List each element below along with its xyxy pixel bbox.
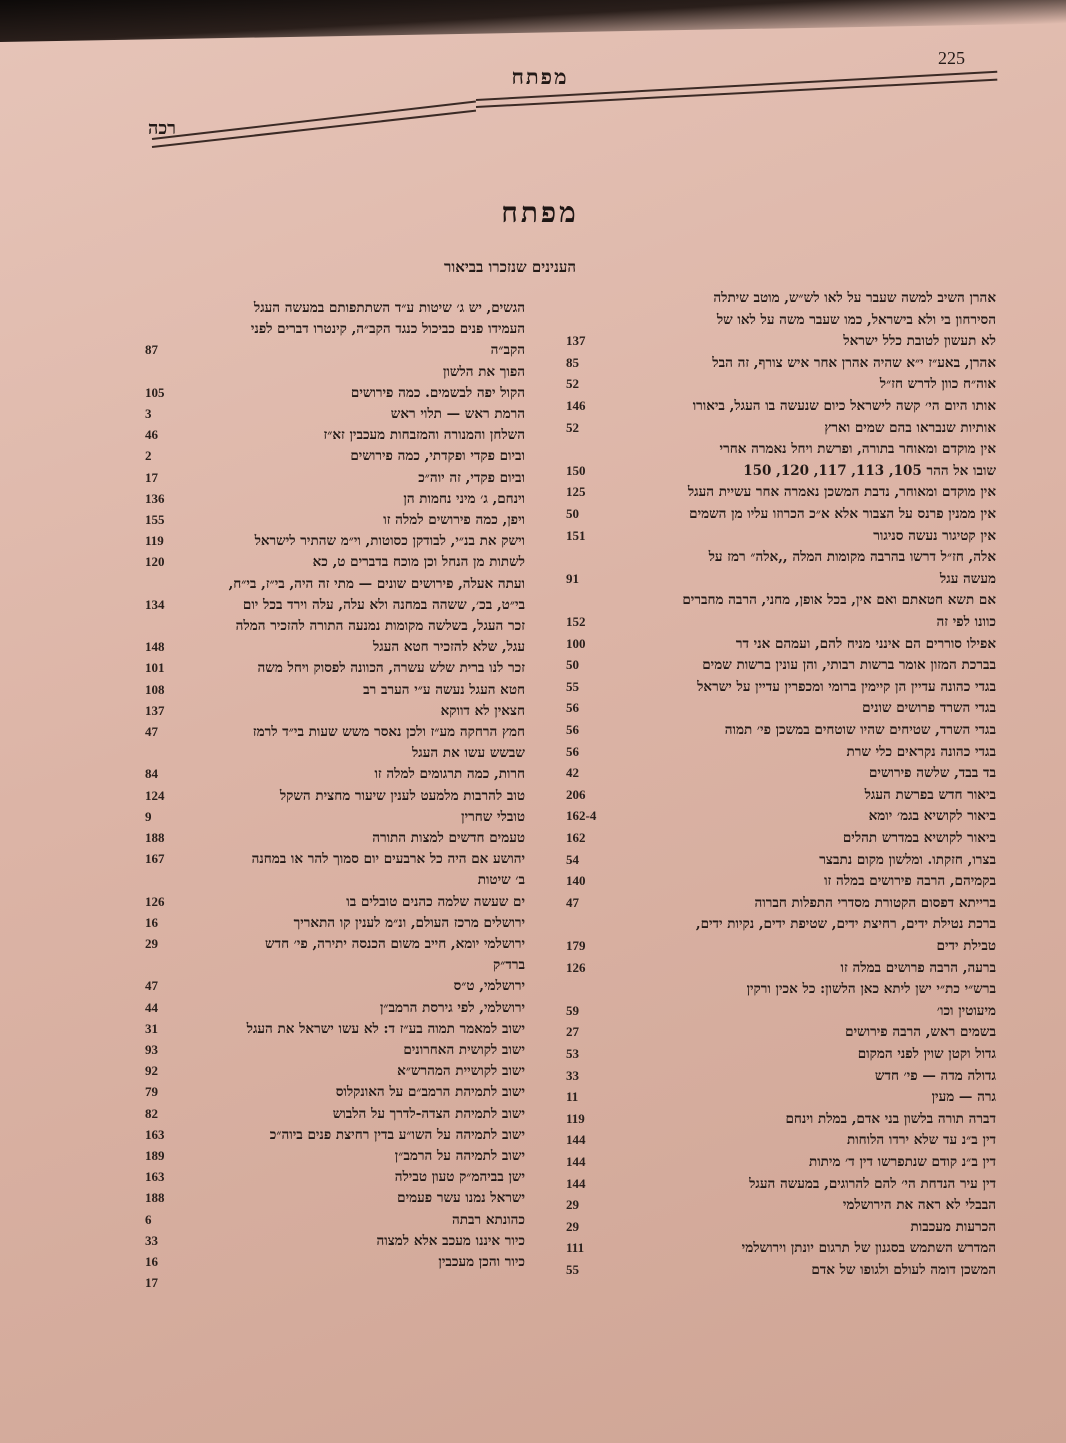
index-entry	[566, 873, 996, 895]
index-entry	[145, 745, 525, 767]
index-entry-page: 3	[145, 406, 152, 421]
index-entry	[566, 312, 996, 334]
index-entry	[145, 830, 525, 852]
index-entry	[145, 1042, 525, 1064]
index-entry-text: ברעה, הרבה פרושים במלה זו	[840, 959, 996, 976]
index-entry-text: ברייתא דפסום הקטורת מסדרי התפלות חברוה	[754, 894, 996, 911]
index-entry-page: 148	[145, 639, 165, 655]
index-entry	[566, 1089, 996, 1111]
index-entry	[145, 576, 525, 598]
index-entry-page: 163	[145, 1169, 165, 1185]
index-entry	[145, 809, 525, 831]
index-entry-page: 2	[145, 448, 152, 464]
index-entry-text: הפוך את הלשון	[442, 363, 525, 380]
index-entry-text: לא תעשון לטובת כלל ישראל	[843, 333, 996, 350]
index-entry-text: שובו אל ההר 105, 113, 117, 120, 150	[743, 462, 996, 479]
index-entry-text: דין עיר הנדחת הי׳ להם להרוגים, במעשה העגל	[749, 1175, 996, 1192]
index-entry	[145, 957, 525, 979]
index-entry	[566, 852, 996, 874]
index-entry-text: הסירחון בי ולא בישראל, כמו שעבר משה על לאו של	[716, 311, 996, 328]
index-entry	[145, 851, 525, 873]
index-entry	[566, 830, 996, 852]
index-entry-page: 84	[145, 766, 158, 782]
index-entry-page: 144	[566, 1132, 586, 1148]
index-entry-page: 17	[145, 1275, 158, 1291]
header-rule-left-lower	[152, 110, 476, 148]
index-entry	[145, 491, 525, 513]
index-entry	[145, 915, 525, 937]
index-entry-page: 16	[145, 1254, 158, 1269]
index-entry-text: גדולה מדה — פי׳ חדש	[874, 1067, 996, 1084]
index-entry-text: אהרן, באע״ז י״א שהיה אהרן אחר איש צורף, זה הבל	[712, 354, 996, 371]
page-top-shadow	[0, 0, 1066, 42]
index-entry-text: אין קטיגור נעשה סניגור	[873, 527, 996, 544]
index-entry-page: 146	[566, 398, 586, 413]
index-entry-page: 47	[145, 724, 158, 739]
index-entry	[145, 660, 525, 682]
index-entry-text: ישוב לקושית האחרונים	[403, 1042, 525, 1058]
index-entry-page: 50	[566, 657, 579, 673]
index-entry-text: ברד״ק	[493, 957, 525, 974]
index-entry	[566, 614, 996, 636]
index-entry	[145, 300, 525, 322]
index-entry-text: בד בבד, שלשה פירושים	[869, 765, 996, 782]
index-entry	[145, 1275, 525, 1297]
index-entry-page: 46	[145, 427, 158, 443]
index-entry	[566, 787, 996, 809]
index-entry-page: 52	[566, 376, 579, 392]
index-entry-page: 17	[145, 469, 158, 485]
index-entry	[566, 1262, 996, 1284]
index-entry	[566, 571, 996, 593]
index-entry-text: אם תשא חטאתם ואם אין, בכל אופן, מחני, הרבה מחברים	[682, 592, 996, 609]
index-entry-text: שבשש עשו את העגל	[411, 745, 525, 762]
index-entry	[145, 639, 525, 661]
index-entry	[566, 1046, 996, 1068]
index-entry	[145, 1021, 525, 1043]
index-entry-text: ב׳ שיטות	[477, 872, 525, 889]
index-entry-text: בצרו, חזקתו. ומלשון מקום נתבצר	[819, 851, 996, 868]
index-entry-page: 119	[145, 533, 164, 549]
index-entry-text: בשמים ראש, הרבה פירושים	[845, 1024, 996, 1041]
index-entry-page: 188	[145, 830, 165, 845]
index-entry	[145, 406, 525, 428]
index-entry	[566, 398, 996, 420]
index-entry-page: 163	[145, 1126, 165, 1142]
index-entry-text: מעשה עגל	[939, 570, 996, 587]
index-entry-page: 188	[145, 1190, 165, 1206]
index-entry-page: 56	[566, 743, 579, 759]
index-entry-text: אהרן השיב למשה שעבר על לאו לש״ש, מוטב שיתלה	[713, 290, 996, 306]
index-entry-page: 144	[566, 1154, 586, 1169]
index-entry-page: 206	[566, 786, 586, 802]
index-entry	[145, 1063, 525, 1085]
index-entry-text: חרות, כמה תרגומים למלה זו	[374, 766, 525, 783]
index-entry-text: אלה, חז״ל דרשו בהרבה מקומות המלה ,,אלה״ רמז על	[708, 549, 996, 566]
index-entry-page: 137	[145, 702, 165, 718]
index-entry	[145, 427, 525, 449]
index-entry	[566, 744, 996, 766]
index-entry-page: 119	[566, 1110, 585, 1126]
index-entry-text: חטא העגל נעשה ע״י הערב רב	[363, 681, 525, 698]
index-entry	[145, 1148, 525, 1170]
index-entry	[145, 1233, 525, 1255]
index-entry-text: ישוב למאמר תמוה בע״ז ד: לא עשו ישראל את העגל	[246, 1020, 525, 1037]
index-entry-page: 56	[566, 700, 579, 716]
index-entry-text: בגדי השרד פרושים שונים	[862, 700, 996, 717]
index-entry-page: 47	[145, 978, 158, 994]
index-entry-text: הגשים, יש ג׳ שיטות ע״ד השתתפותם במעשה העגל	[253, 300, 525, 316]
index-entry-page: 92	[145, 1063, 158, 1079]
running-head: מפתח	[511, 64, 569, 89]
index-entry-page: 33	[145, 1232, 158, 1248]
index-entry-page: 108	[145, 681, 165, 697]
index-entry-text: הקב״ה	[490, 342, 525, 359]
index-entry-text: וישק את בנ״י, לבודקן כסוטות, וי״מ שהתיר לישראל	[254, 533, 525, 550]
index-entry	[145, 512, 525, 534]
index-entry-text: ויפן, כמה פירושים למלה זו	[383, 512, 525, 528]
index-entry-text: אין מוקדם ומאוחר בתורה, ופרשת ויחל נאמרה אחרי	[719, 441, 996, 458]
index-entry-text: ישוב לתמיהה על השו״ע בדין רחיצת פנים ביוה״כ	[269, 1126, 525, 1143]
index-entry-page: 52	[566, 419, 579, 435]
index-entry-text: ים שעשה שלמה כהנים טובלים בו	[346, 893, 525, 910]
index-entry-text: מיעוטין וכו׳	[936, 1002, 996, 1019]
index-entry	[145, 533, 525, 555]
index-entry	[566, 1154, 996, 1176]
index-entry-text: גרה — מעין	[931, 1089, 996, 1106]
index-entry	[145, 936, 525, 958]
index-entry-text: בגדי השרד, שטיחים שהיו שוטחים במשכן פי׳ תמוה	[724, 722, 996, 738]
index-entry-page: 179	[566, 938, 586, 953]
index-entry-text: ברש״י כת״י ישן ליתא כאן הלשון: כל אכין ורקין	[746, 981, 996, 998]
index-entry	[566, 290, 996, 312]
index-entry-text: כיור איננו מעכב אלא למצוה	[376, 1232, 525, 1249]
index-entry-page: 100	[566, 635, 586, 651]
index-entry-page: 93	[145, 1042, 158, 1057]
index-entry	[145, 448, 525, 470]
index-entry-text: ירושלמי, לפי גירסת הרמב״ן	[379, 999, 525, 1016]
index-entry-text: העמידו פנים כביכול כנגד הקב״ה, קינטרו דברים לפני	[250, 321, 525, 338]
index-entry-page: 189	[145, 1148, 165, 1163]
index-entry-page: 59	[566, 1002, 579, 1018]
index-entry	[566, 938, 996, 960]
index-entry-page: 29	[566, 1218, 579, 1234]
index-entry	[566, 1240, 996, 1262]
index-entry	[566, 636, 996, 658]
index-entry-page: 124	[145, 787, 165, 803]
index-entry-text: ביאור לקושיא בגמ׳ יומא	[868, 808, 996, 825]
index-entry	[566, 700, 996, 722]
index-entry-text: וביום פקדי ופקדתי, כמה פירושים	[350, 448, 525, 465]
index-entry	[566, 1219, 996, 1241]
index-entry-text: ישראל נמנו עשר פעמים	[397, 1190, 525, 1207]
index-entry-page: 54	[566, 851, 579, 867]
index-entry	[566, 895, 996, 917]
index-entry-page: 134	[145, 596, 165, 612]
index-entry-text: ירושלמי, ט״ס	[453, 978, 525, 995]
index-entry-text: המשכן דומה לעולם ולגופו של אדם	[811, 1262, 996, 1278]
index-entry-text: טבילת ידים	[936, 938, 996, 954]
index-entry	[145, 682, 525, 704]
index-entry-page: 137	[566, 333, 586, 349]
index-column-right	[566, 290, 996, 1310]
index-entry	[566, 981, 996, 1003]
index-entry-text: הרמת ראש — תלוי ראש	[390, 406, 525, 422]
index-entry	[145, 788, 525, 810]
index-entry	[145, 1190, 525, 1212]
index-entry-text: כוונו לפי זה	[936, 614, 996, 630]
hebrew-folio: רכה	[148, 118, 176, 139]
index-entry-text: בברכת המזון אומר ברשות רבותי, והן עונין ברשות שמים	[702, 657, 996, 674]
index-entry-page: 42	[566, 765, 579, 781]
index-entry	[145, 385, 525, 407]
index-entry	[145, 321, 525, 343]
index-entry	[145, 978, 525, 1000]
index-entry-page: 9	[145, 808, 152, 824]
index-entry	[145, 703, 525, 725]
index-entry-text: המדרש השתמש בסגנון של תרגום יונתן וירושלמי	[741, 1240, 996, 1257]
index-entry	[566, 592, 996, 614]
index-entry	[145, 1000, 525, 1022]
index-entry	[566, 765, 996, 787]
index-entry-page: 56	[566, 722, 579, 737]
header-rule-left-upper	[152, 101, 476, 140]
index-entry-text: עגל, שלא להזכיר חטא העגל	[372, 639, 525, 656]
index-entry	[566, 420, 996, 442]
index-entry	[566, 376, 996, 398]
index-entry-text: אין ממנין פרנס על הצבור אלא א״כ הכרוזו עליו מן השמים	[689, 506, 996, 522]
index-entry-text: ירושלמי יומא, חייב משום הכנסה יתירה, פי׳ חדש	[265, 936, 525, 952]
index-entry	[566, 1197, 996, 1219]
index-entry	[145, 618, 525, 640]
index-entry	[566, 333, 996, 355]
index-entry-text: לשתות מן הנחל וכן מוכח בדברים ט, כא	[312, 554, 525, 571]
index-entry-page: 29	[145, 936, 158, 951]
index-entry-text: אותיות שנבראו בהם שמים וארץ	[824, 419, 996, 436]
index-entry-text: טוב להרבות מלמעט לענין שיעור מחצית השקל	[279, 787, 525, 804]
index-entry-text: ישוב לתמיהה על הרמב״ן	[394, 1148, 525, 1164]
index-entry	[566, 657, 996, 679]
index-subtitle: הענינים שנזכרו בביאור	[444, 258, 576, 276]
index-entry	[566, 484, 996, 506]
index-entry	[145, 872, 525, 894]
index-entry-page: 151	[566, 527, 586, 543]
index-entry	[566, 463, 996, 485]
index-entry-text: ישוב לתמיהת הצדה-לדרך על הלבוש	[332, 1105, 525, 1122]
index-entry-page: 6	[145, 1211, 152, 1227]
index-entry	[145, 364, 525, 386]
index-entry-text: וביום פקדי, זה יוה״כ	[418, 469, 525, 486]
index-entry	[145, 470, 525, 492]
index-entry	[145, 1254, 525, 1276]
index-entry-page: 33	[566, 1067, 579, 1083]
index-entry-page: 44	[145, 999, 158, 1015]
index-entry-page: 101	[145, 660, 165, 676]
index-entry-text: ישוב לתמיהת הרמב״ם על האונקלוס	[335, 1084, 525, 1101]
index-entry	[566, 355, 996, 377]
index-entry-page: 50	[566, 506, 579, 521]
index-entry	[566, 1068, 996, 1090]
index-entry-text: אוה״ח כוון לדרש חז״ל	[879, 376, 996, 393]
index-entry-text: ברכת נטילת ידים, רחיצת ידים, שטיפת ידים, נקיות ידים,	[695, 916, 996, 933]
index-entry-text: ישן בביהמ״ק טעון טבילה	[394, 1169, 525, 1186]
index-entry-text: ועתה אעלה, פירושים שונים — מתי זה היה, בי״ז, בי״ח,	[228, 575, 525, 592]
index-entry-page: 162-4	[566, 808, 597, 824]
index-entry	[566, 506, 996, 528]
index-entry	[566, 1024, 996, 1046]
index-entry-page: 79	[145, 1084, 158, 1100]
index-entry	[566, 549, 996, 571]
index-entry-page: 53	[566, 1046, 579, 1061]
index-entry	[566, 960, 996, 982]
index-entry	[566, 916, 996, 938]
index-entry	[566, 528, 996, 550]
index-entry	[145, 724, 525, 746]
index-entry	[566, 1132, 996, 1154]
index-entry-text: טובלי שחרין	[461, 808, 525, 825]
index-entry-text: טעמים חדשים למצות התורה	[372, 830, 525, 846]
index-entry	[145, 894, 525, 916]
index-entry-text: וינחם, ג׳ מיני נחמות הן	[403, 490, 525, 507]
index-entry-page: 126	[566, 959, 586, 975]
index-entry-text: בגדי כהונה עדיין הן קיימין ברומי ומכפרין עדיין על ישראל	[697, 678, 996, 695]
index-entry-text: אין מוקדם ומאוחר, נדבת המשכן נאמרה אחר עשיית העגל	[687, 484, 996, 501]
index-entry-page: 82	[145, 1105, 158, 1121]
index-entry-text: דברה תורה בלשון בני אדם, במלת וינחם	[785, 1110, 996, 1127]
index-entry	[145, 766, 525, 788]
index-entry	[566, 679, 996, 701]
index-entry-text: הכרעות מעכבות	[910, 1218, 996, 1235]
index-title: מפתח	[501, 196, 579, 229]
index-entry-page: 16	[145, 914, 158, 930]
index-entry	[145, 342, 525, 364]
index-entry-page: 126	[145, 893, 165, 909]
index-entry	[145, 597, 525, 619]
index-entry-text: דין ב״נ קודם שנתפרשו דין ד׳ מיתות	[808, 1154, 996, 1170]
index-entry-text: זכר לנו ברית שלש עשרה, הכוונה לפסוק ויחל משה	[257, 660, 525, 677]
index-entry-page: 167	[145, 851, 165, 867]
index-entry-text: אפילו סוררים הם אינני מניח להם, ועמהם אני דר	[735, 635, 996, 652]
index-entry-text: בגדי כהונה נקראים כלי שרת	[846, 743, 996, 760]
index-entry-page: 29	[566, 1197, 579, 1213]
index-entry	[145, 1127, 525, 1149]
index-entry	[145, 554, 525, 576]
index-entry	[145, 1169, 525, 1191]
index-entry-page: 144	[566, 1175, 586, 1191]
index-entry-text: חצאין לא דווקא	[440, 702, 525, 719]
index-entry-text: בי״ט, בכ׳, ששהה במחנה ולא עלה, עלה וירד בכל יום	[242, 596, 525, 613]
index-entry-page: 31	[145, 1020, 158, 1036]
index-entry-page: 105	[145, 384, 165, 400]
index-entry-text: יהושע אם היה כל ארבעים יום סמוך להר או במחנה	[251, 851, 525, 868]
index-entry-text: השלחן והמנורה והמזבחות מעכבין זא״ז	[323, 427, 525, 444]
index-entry-page: 140	[566, 873, 586, 889]
page-number: 225	[938, 48, 965, 68]
index-entry-text: גדול וקטן שוין לפני המקום	[857, 1046, 996, 1062]
index-entry-page: 120	[145, 554, 165, 570]
index-entry-text: אותו היום הי׳ קשה לישראל כיום שנעשה בו העגל, ביאורו	[692, 398, 996, 414]
index-entry-page: 155	[145, 512, 165, 527]
index-entry-text: חמץ הרחקה מע״ז ולכן נאסר משש שעות בי״ד לרמז	[252, 724, 525, 740]
index-entry-text: ביאור חדש בפרשת העגל	[864, 786, 996, 803]
index-entry-page: 152	[566, 614, 586, 629]
index-entry	[566, 441, 996, 463]
index-entry-text: הקול יפה לבשמים. כמה פירושים	[350, 384, 525, 401]
index-entry	[566, 808, 996, 830]
index-entry-page: 85	[566, 354, 579, 370]
index-entry-text: הבבלי לא ראה את הירושלמי	[842, 1197, 996, 1214]
index-entry-page: 162	[566, 830, 586, 845]
index-entry-page: 11	[566, 1089, 579, 1105]
index-entry-text: בקמיהם, הרבה פירושים במלה זו	[824, 873, 996, 890]
index-entry	[566, 722, 996, 744]
index-entry	[566, 1111, 996, 1133]
index-entry-text: דין ב״נ עד שלא ירדו הלוחות	[846, 1132, 996, 1149]
index-entry-page: 111	[566, 1240, 585, 1256]
index-entry	[145, 1212, 525, 1234]
index-entry-text: ירושלים מרכז העולם, ונ״מ לענין קו התאריך	[293, 914, 525, 931]
index-entry-page: 55	[566, 1262, 579, 1277]
index-column-left	[145, 300, 525, 1310]
index-entry-text: כיור והכן מעכבין	[438, 1254, 525, 1270]
index-entry-page: 87	[145, 342, 158, 358]
index-entry-page: 150	[566, 462, 586, 478]
index-entry-text: כהונתא רבתה	[452, 1211, 525, 1228]
index-entry-page: 136	[145, 490, 165, 506]
index-entry	[566, 1176, 996, 1198]
index-entry	[145, 1106, 525, 1128]
index-entry-text: ישוב לקושיית המהרש״א	[397, 1063, 525, 1080]
index-entry-page: 91	[566, 570, 579, 586]
index-entry-page: 47	[566, 894, 579, 910]
index-entry	[566, 1003, 996, 1025]
index-entry-page: 27	[566, 1024, 579, 1040]
index-entry-text: זכר העגל, בשלשה מקומות נמנעה התורה להזכיר המלה	[235, 618, 525, 634]
index-entry-page: 55	[566, 678, 579, 694]
index-entry-page: 125	[566, 484, 586, 500]
index-entry	[145, 1084, 525, 1106]
index-entry-text: ביאור לקושיא במדרש תהלים	[842, 830, 996, 846]
